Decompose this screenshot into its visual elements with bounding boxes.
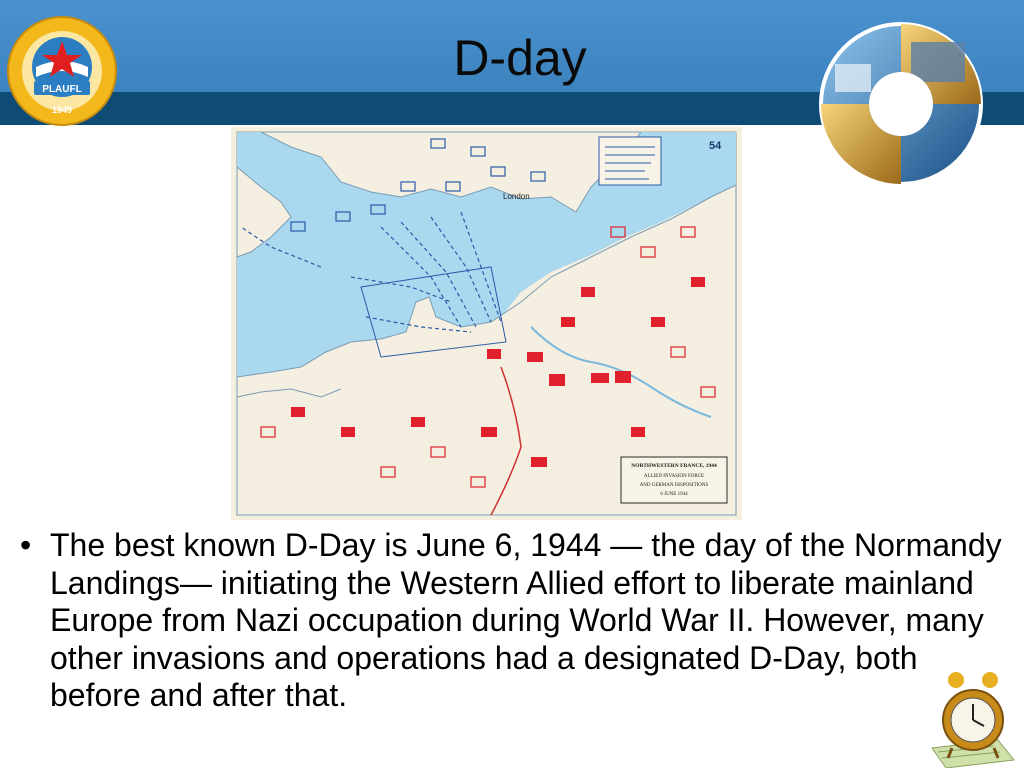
bullet-text: The best known D-Day is June 6, 1944 — the day of the Normandy Landings— initiating the Western Allied effort to liberate mainland Europe from Nazi occupation during World War II. However, many other invasions and operations had a designated D-Day, both before and after that. xyxy=(50,527,1002,713)
logo-mid-text: PLAUFL xyxy=(42,84,82,95)
map-legend-title: NORTHWESTERN FRANCE, 1944 xyxy=(631,463,717,469)
map-legend-line3: AND GERMAN DISPOSITIONS xyxy=(639,483,709,488)
map-legend-line2: ALLIED INVASION FORCE xyxy=(643,474,705,479)
logo-year-text: 1949 xyxy=(51,105,73,115)
slide-title: D-day xyxy=(453,30,587,86)
bullet-marker: • xyxy=(20,527,32,563)
school-seal-icon xyxy=(6,15,118,127)
map-legend-line4: 6 JUNE 1944 xyxy=(660,492,688,497)
alarm-clock-icon xyxy=(928,668,1020,768)
life-ring-computer-icon xyxy=(815,20,1007,188)
normandy-invasion-map xyxy=(231,127,742,520)
map-city-label: London xyxy=(503,192,530,201)
map-panel-number: 54 xyxy=(709,140,722,152)
